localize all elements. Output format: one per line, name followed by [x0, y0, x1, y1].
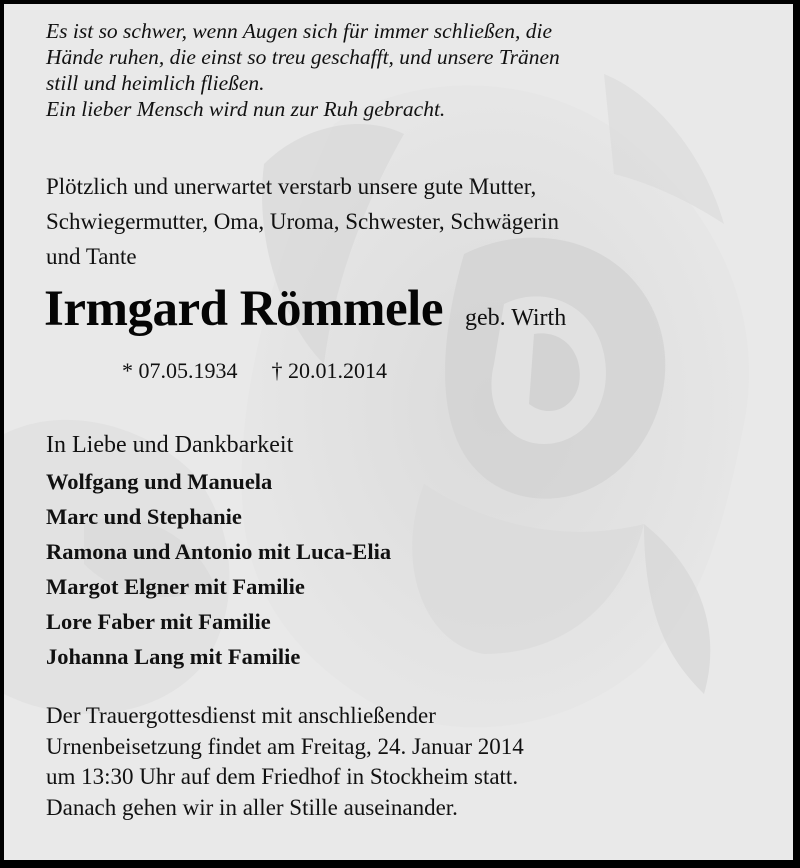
intro-line: Schwiegermutter, Oma, Uroma, Schwester, Schwägerin — [46, 209, 559, 234]
mourners-heading: In Liebe und Dankbarkeit — [46, 432, 294, 458]
birth-date: * 07.05.1934 — [122, 358, 238, 383]
mourner: Johanna Lang mit Familie — [46, 644, 301, 669]
service-line: Danach gehen wir in aller Stille auseinander. — [46, 794, 458, 820]
poem — [46, 18, 560, 122]
announcement-intro — [46, 169, 559, 274]
intro-line: und Tante — [46, 244, 137, 269]
mourner: Lore Faber mit Familie — [46, 609, 271, 634]
service-info — [46, 701, 524, 823]
mourners-list — [46, 464, 391, 674]
life-dates — [122, 358, 387, 384]
service-line: Der Trauergottesdienst mit anschließender — [46, 703, 436, 728]
mourner: Marc und Stephanie — [46, 504, 242, 529]
intro-line: Plötzlich und unerwartet verstarb unsere gute Mutter, — [46, 174, 537, 199]
mourner: Wolfgang und Manuela — [46, 469, 273, 494]
poem-line: Es ist so schwer, wenn Augen sich für immer schließen, die — [46, 19, 552, 43]
mourner: Margot Elgner mit Familie — [46, 574, 305, 599]
deceased-name: Irmgard Römmele — [44, 281, 443, 337]
poem-line: Hände ruhen, die einst so treu geschafft, und unsere Tränen — [46, 45, 560, 69]
service-line: um 13:30 Uhr auf dem Friedhof in Stockheim statt. — [46, 764, 519, 789]
deceased-name-row — [44, 280, 566, 338]
poem-line: still und heimlich fließen. — [46, 71, 265, 95]
mourner: Ramona und Antonio mit Luca-Elia — [46, 539, 392, 564]
notice-panel — [4, 4, 793, 860]
death-date: † 20.01.2014 — [271, 358, 387, 383]
poem-line: Ein lieber Mensch wird nun zur Ruh gebracht. — [46, 97, 446, 121]
service-line: Urnenbeisetzung findet am Freitag, 24. Januar 2014 — [46, 733, 524, 759]
maiden-name: geb. Wirth — [464, 305, 567, 331]
